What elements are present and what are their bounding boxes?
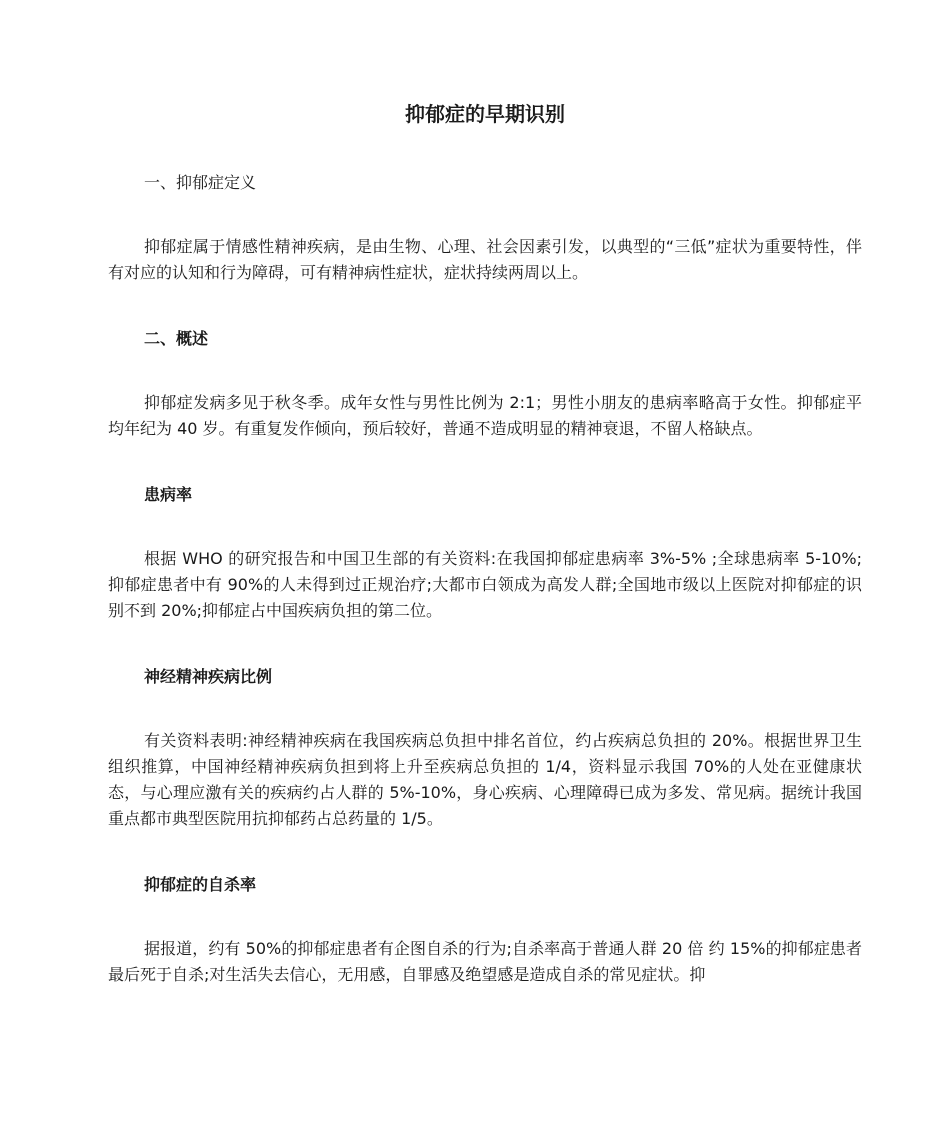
section-heading-prevalence: 患病率 <box>144 485 193 504</box>
section-heading-definition: 一、抑郁症定义 <box>144 173 257 192</box>
section-heading-suicide-rate: 抑郁症的自杀率 <box>144 875 257 894</box>
section-heading-neuro-ratio: 神经精神疾病比例 <box>144 667 273 686</box>
section-paragraph-neuro-ratio: 有关资料表明:神经精神疾病在我国疾病总负担中排名首位，约占疾病总负担的 20%。根据世界卫生组织推算，中国神经精神疾病负担到将上升至疾病总负担的 1/4，资料显示我国 70%的人处在亚健康状态，与心理应激有关的疾病约占人群的 5%-10%，身心疾病、心理障碍已成为多发、常见病。据统计我国重点都市典型医院用抗抑郁药占总药量的 1/5。 <box>108 731 862 828</box>
section-paragraph-suicide-rate: 据报道，约有 50%的抑郁症患者有企图自杀的行为;自杀率高于普通人群 20 倍 约 15%的抑郁症患者最后死于自杀;对生活失去信心，无用感，自罪感及绝望感是造成自杀的常见症状。抑 <box>108 939 862 984</box>
section-paragraph-prevalence: 根据 WHO 的研究报告和中国卫生部的有关资料:在我国抑郁症患病率 3%-5% ;全球患病率 5-10%;抑郁症患者中有 90%的人未得到过正规治疗;大都市白领成为高发人群;全国地市级以上医院对抑郁症的识别不到 20%;抑郁症占中国疾病负担的第二位。 <box>108 549 862 620</box>
section-paragraph-definition: 抑郁症属于情感性精神疾病，是由生物、心理、社会因素引发，以典型的“三低”症状为重要特性，伴有对应的认知和行为障碍，可有精神病性症状，症状持续两周以上。 <box>108 237 862 282</box>
section-heading-overview: 二、概述 <box>144 329 209 348</box>
section-paragraph-overview: 抑郁症发病多见于秋冬季。成年女性与男性比例为 2:1；男性小朋友的患病率略高于女性。抑郁症平均年纪为 40 岁。有重复发作倾向，预后较好，普通不造成明显的精神衰退，不留人格缺点。 <box>108 393 862 438</box>
document-title: 抑郁症的早期识别 <box>405 102 565 126</box>
